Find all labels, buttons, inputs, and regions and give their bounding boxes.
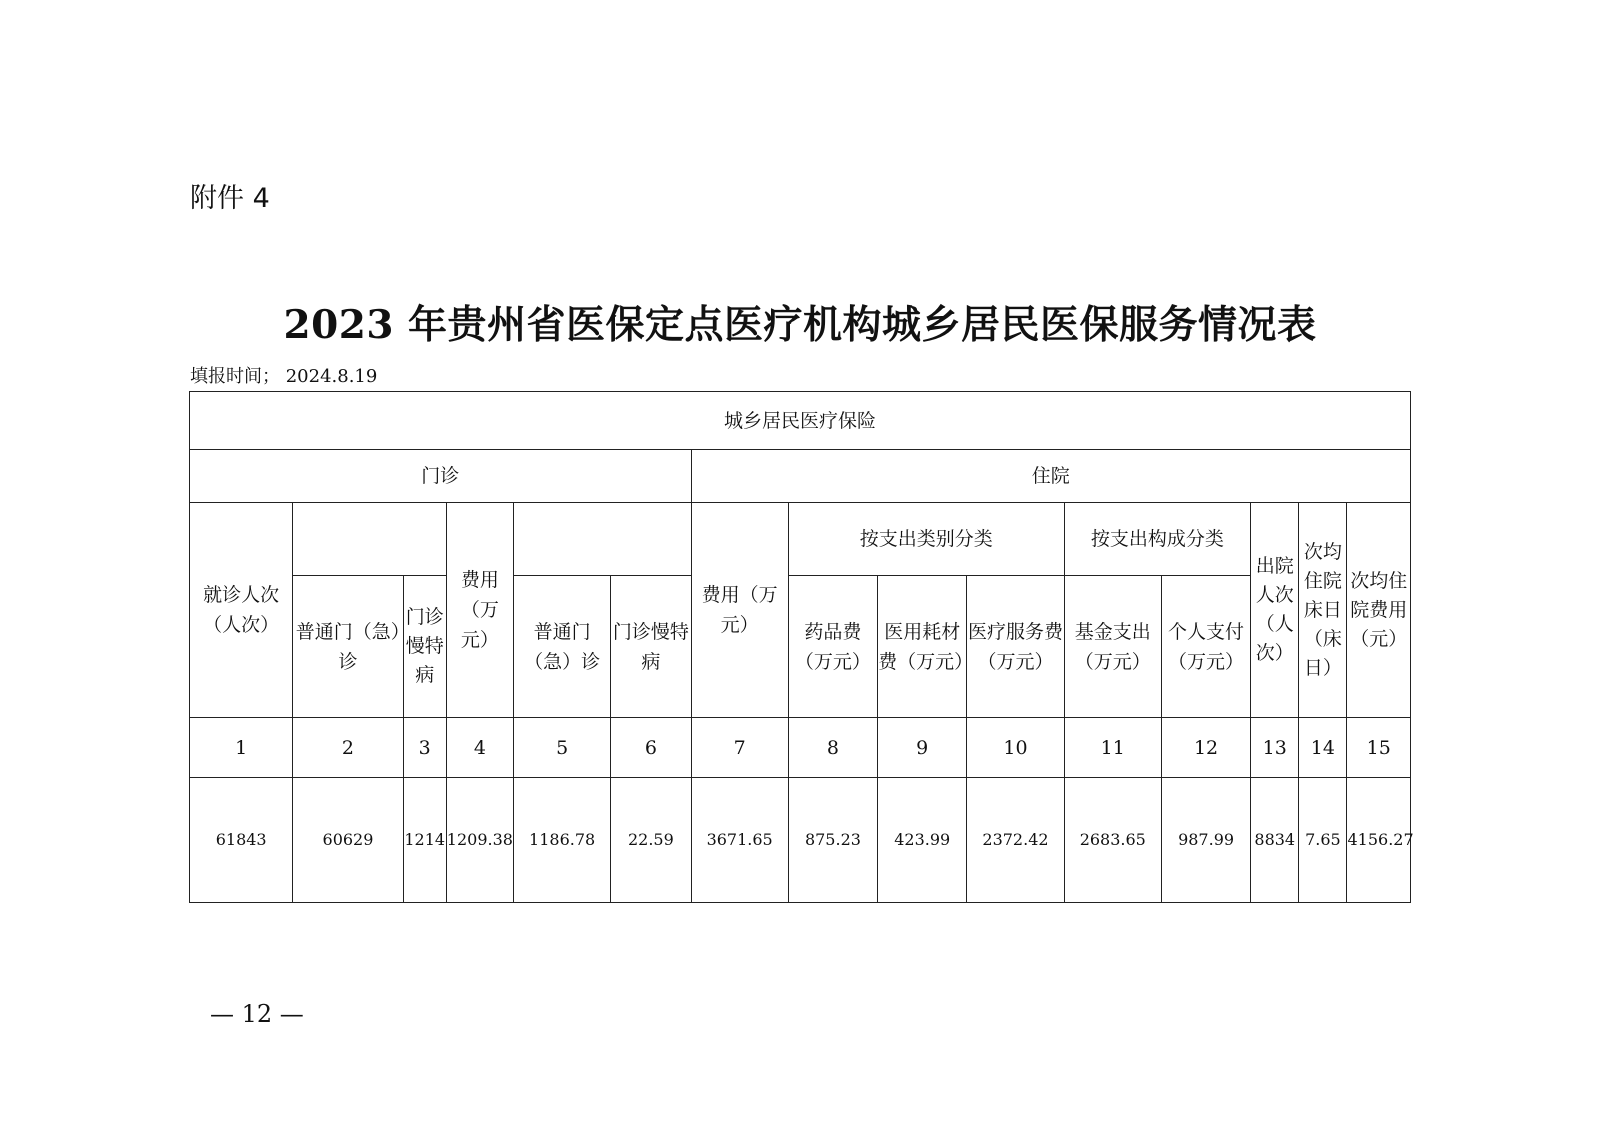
document-title: 2023 年贵州省医保定点医疗机构城乡居民医保服务情况表 [283,302,1317,348]
col-header-14: 次均住院床日（床日） [1299,503,1347,718]
data-cell: 22.59 [611,778,691,903]
col-number: 14 [1299,718,1347,778]
col-number: 5 [513,718,610,778]
col-number: 7 [691,718,788,778]
data-cell: 1214 [403,778,446,903]
col-header-4: 费用（万元） [446,503,513,718]
col-number: 10 [967,718,1064,778]
insurance-type-header: 城乡居民医疗保险 [190,392,1411,450]
col-header-5: 普通门（急）诊 [513,576,610,718]
col-number: 3 [403,718,446,778]
data-cell: 61843 [190,778,293,903]
col-number: 2 [293,718,403,778]
page-number: — 12 — [210,1000,304,1028]
attachment-label: 附件 4 [190,183,270,214]
data-cell: 1186.78 [513,778,610,903]
data-cell: 60629 [293,778,403,903]
col-header-10: 医疗服务费（万元） [967,576,1064,718]
data-cell: 1209.38 [446,778,513,903]
data-cell: 7.65 [1299,778,1347,903]
inpatient-header: 住院 [691,450,1411,503]
col-number: 4 [446,718,513,778]
data-cell: 2372.42 [967,778,1064,903]
data-cell: 423.99 [878,778,967,903]
col-number: 15 [1347,718,1411,778]
header-spacer [293,503,446,576]
col-number: 9 [878,718,967,778]
header-spacer [513,503,691,576]
col-header-15: 次均住院费用（元） [1347,503,1411,718]
outpatient-header: 门诊 [190,450,692,503]
col-header-12: 个人支付（万元） [1161,576,1250,718]
col-header-13: 出院人次（人次） [1251,503,1299,718]
col-number: 6 [611,718,691,778]
col-header-6: 门诊慢特病 [611,576,691,718]
col-header-8: 药品费（万元） [788,576,877,718]
col-header-9: 医用耗材费（万元） [878,576,967,718]
data-cell: 3671.65 [691,778,788,903]
by-category-header: 按支出类别分类 [788,503,1064,576]
col-number: 8 [788,718,877,778]
col-number: 11 [1064,718,1161,778]
col-header-1: 就诊人次（人次） [190,503,293,718]
col-number: 1 [190,718,293,778]
fill-date: 填报时间； 2024.8.19 [190,366,378,387]
col-header-11: 基金支出（万元） [1064,576,1161,718]
col-header-2: 普通门（急）诊 [293,576,403,718]
col-header-3: 门诊慢特病 [403,576,446,718]
col-number: 12 [1161,718,1250,778]
data-cell: 987.99 [1161,778,1250,903]
by-composition-header: 按支出构成分类 [1064,503,1251,576]
data-cell: 8834 [1251,778,1299,903]
col-number: 13 [1251,718,1299,778]
service-table [189,391,1414,903]
data-cell: 875.23 [788,778,877,903]
data-cell: 2683.65 [1064,778,1161,903]
col-header-7: 费用（万元） [691,503,788,718]
data-cell: 4156.27 [1347,778,1411,903]
